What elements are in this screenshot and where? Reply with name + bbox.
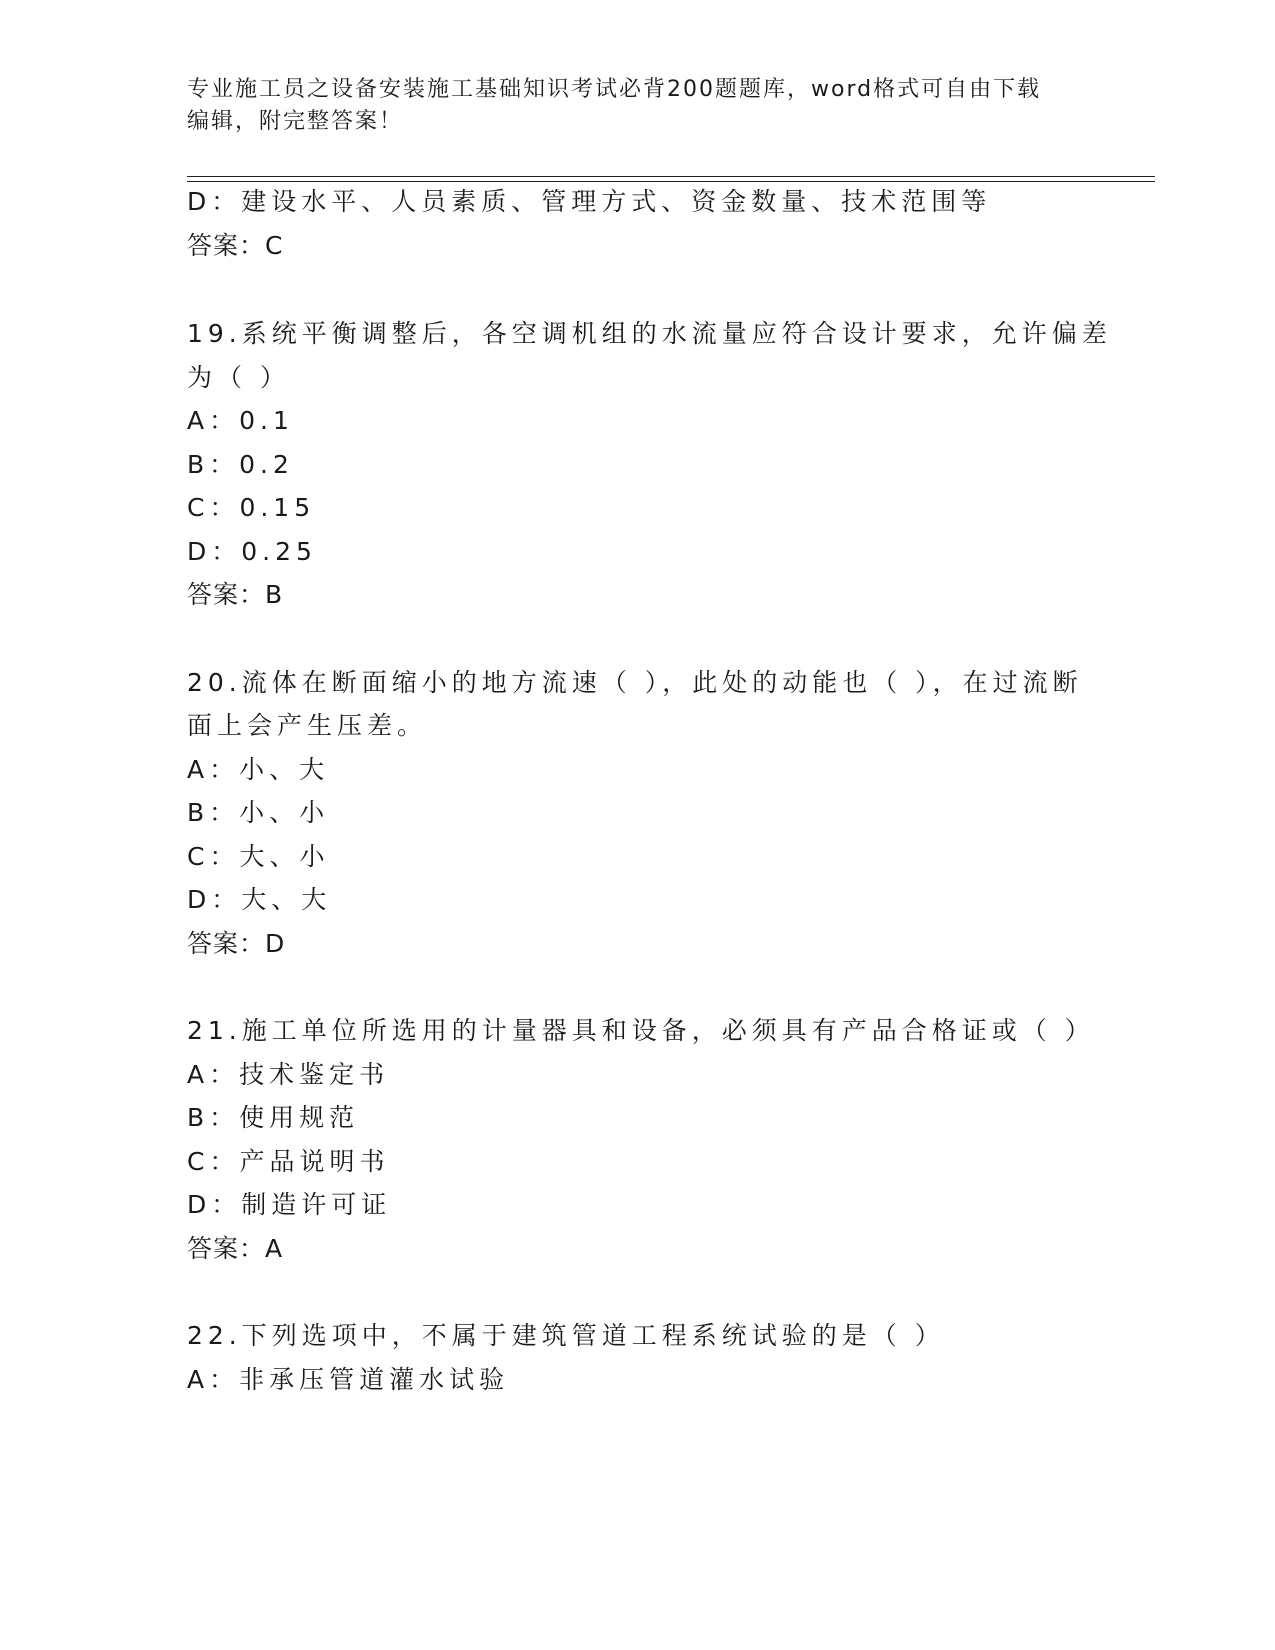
question-20-answer: 答案：D xyxy=(187,929,286,958)
question-19-stem-line2: 为（ ） xyxy=(187,363,290,392)
question-19-option-c: C：0.15 xyxy=(187,493,316,522)
option-d-prev: D：建设水平、人员素质、管理方式、资金数量、技术范围等 xyxy=(187,187,992,216)
question-20-stem-line1: 20.流体在断面缩小的地方流速（ ），此处的动能也（ ），在过流断 xyxy=(187,668,1083,697)
question-19-option-a: A：0.1 xyxy=(187,406,294,435)
question-20-stem-line2: 面上会产生压差。 xyxy=(187,711,428,740)
answer-prev: 答案：C xyxy=(187,231,284,260)
question-21-option-d: D：制造许可证 xyxy=(187,1190,392,1219)
question-20-option-d: D：大、大 xyxy=(187,885,332,914)
question-21-option-b: B：使用规范 xyxy=(187,1103,360,1132)
header-title-line1: 专业施工员之设备安装施工基础知识考试必背200题题库，word格式可自由下载 xyxy=(187,77,1042,102)
question-22-option-a: A：非承压管道灌水试验 xyxy=(187,1365,510,1394)
question-22-stem-line1: 22.下列选项中，不属于建筑管道工程系统试验的是（ ） xyxy=(187,1321,945,1350)
question-19-option-b: B：0.2 xyxy=(187,450,294,479)
document-header xyxy=(187,74,1067,138)
question-19-stem-line1: 19.系统平衡调整后，各空调机组的水流量应符合设计要求，允许偏差 xyxy=(187,319,1112,348)
question-20-option-a: A：小、大 xyxy=(187,755,330,784)
header-title-line2: 编辑，附完整答案！ xyxy=(187,109,404,134)
question-21-stem-line1: 21.施工单位所选用的计量器具和设备，必须具有产品合格证或（ ） xyxy=(187,1016,1095,1045)
question-21-option-a: A：技术鉴定书 xyxy=(187,1060,390,1089)
question-19-answer: 答案：B xyxy=(187,580,284,609)
question-20-option-b: B：小、小 xyxy=(187,798,330,827)
question-21-option-c: C：产品说明书 xyxy=(187,1147,390,1176)
header-divider xyxy=(187,176,1155,182)
question-19-option-d: D：0.25 xyxy=(187,537,317,566)
question-21-answer: 答案：A xyxy=(187,1234,284,1263)
question-20-option-c: C：大、小 xyxy=(187,842,330,871)
